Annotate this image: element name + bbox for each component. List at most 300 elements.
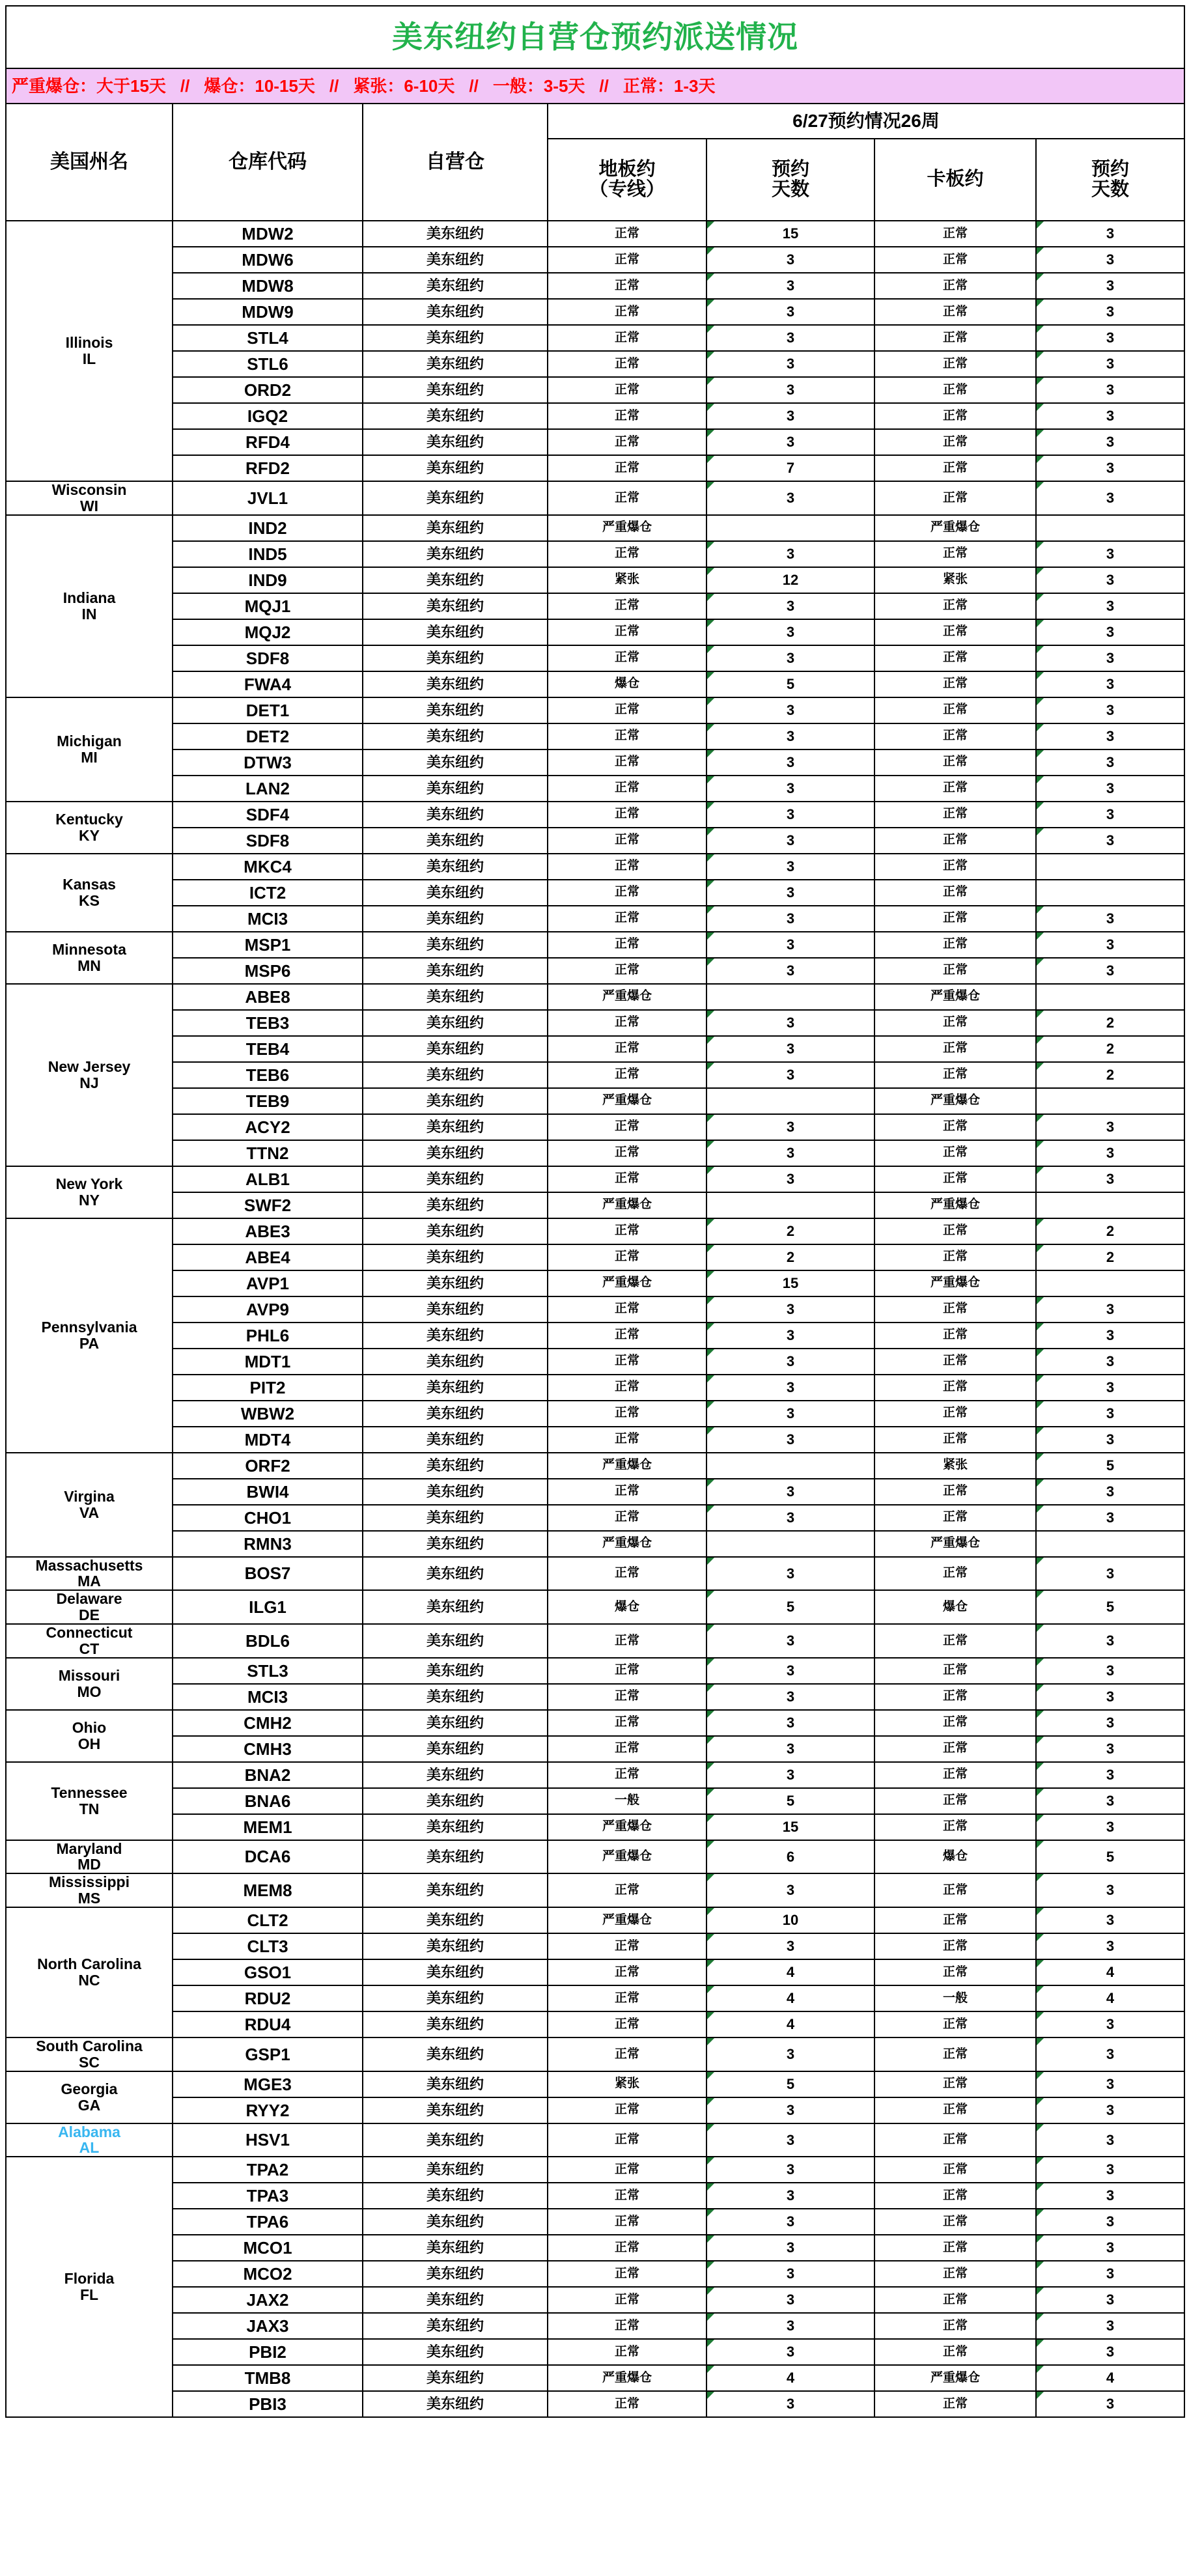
floor-days-cell: 3 (706, 776, 874, 802)
pallet-status-cell: 正常 (874, 593, 1036, 619)
table-row (6, 1270, 1184, 1296)
floor-status-cell: 正常 (548, 880, 706, 906)
warehouse-code-cell: TPA2 (173, 2157, 363, 2183)
floor-days-cell: 3 (706, 2123, 874, 2157)
pallet-status-cell: 正常 (874, 802, 1036, 828)
pallet-days-cell: 3 (1036, 2391, 1184, 2417)
warehouse-name-cell: 美东纽约 (363, 1933, 548, 1959)
warehouse-code-cell: STL3 (173, 1658, 363, 1684)
floor-days-cell: 3 (706, 1658, 874, 1684)
floor-days-cell: 3 (706, 2313, 874, 2339)
pallet-days-cell: 3 (1036, 593, 1184, 619)
floor-status-cell: 正常 (548, 802, 706, 828)
warehouse-code-cell: SDF4 (173, 802, 363, 828)
warehouse-name-cell: 美东纽约 (363, 697, 548, 723)
warehouse-name-cell: 美东纽约 (363, 2157, 548, 2183)
warehouse-code-cell: TEB6 (173, 1062, 363, 1088)
warehouse-name-cell: 美东纽约 (363, 1624, 548, 1658)
warehouse-code-cell: RYY2 (173, 2097, 363, 2123)
warehouse-code-cell: WBW2 (173, 1401, 363, 1427)
col-header-pallet-days (1036, 139, 1184, 221)
table-row (6, 1959, 1184, 1985)
state-cell (6, 1557, 173, 1591)
state-name: North Carolina (37, 1955, 141, 1973)
floor-days-cell: 3 (706, 2037, 874, 2071)
warehouse-code-cell: MCI3 (173, 1684, 363, 1710)
floor-days-cell: 3 (706, 351, 874, 377)
state-name: Alabama (58, 2123, 120, 2140)
warehouse-name-cell: 美东纽约 (363, 854, 548, 880)
floor-days-cell: 3 (706, 2183, 874, 2209)
pallet-status-cell: 正常 (874, 1349, 1036, 1375)
table-row (6, 671, 1184, 697)
pallet-status-cell: 正常 (874, 1140, 1036, 1166)
legend-separator: // (180, 76, 190, 96)
state-cell (6, 1907, 173, 2037)
table-row (6, 1590, 1184, 1624)
floor-status-cell: 正常 (548, 2261, 706, 2287)
col-header-pallet-booking: 卡板约 (874, 139, 1036, 221)
floor-days-cell: 3 (706, 802, 874, 828)
floor-status-cell: 正常 (548, 1218, 706, 1244)
floor-days-cell: 4 (706, 1959, 874, 1985)
warehouse-code-cell: TEB3 (173, 1010, 363, 1036)
pallet-days-cell: 3 (1036, 1873, 1184, 1907)
warehouse-code-cell: MSP6 (173, 958, 363, 984)
warehouse-code-cell: BNA2 (173, 1762, 363, 1788)
table-row (6, 325, 1184, 351)
floor-days-cell: 3 (706, 958, 874, 984)
floor-days-cell: 6 (706, 1840, 874, 1874)
pallet-status-cell: 严重爆仓 (874, 1531, 1036, 1557)
pallet-status-cell: 正常 (874, 2339, 1036, 2365)
warehouse-code-cell: CLT2 (173, 1907, 363, 1933)
state-abbr: KS (79, 891, 100, 909)
state-abbr: PA (79, 1334, 100, 1352)
state-name: Tennessee (51, 1784, 128, 1801)
warehouse-code-cell: MDT4 (173, 1427, 363, 1453)
pallet-status-cell: 正常 (874, 299, 1036, 325)
warehouse-name-cell: 美东纽约 (363, 1710, 548, 1736)
warehouse-name-cell: 美东纽约 (363, 776, 548, 802)
warehouse-code-cell: MCO1 (173, 2235, 363, 2261)
pallet-days-cell: 3 (1036, 802, 1184, 828)
pallet-days-cell: 5 (1036, 1453, 1184, 1479)
state-cell (6, 515, 173, 697)
table-row (6, 645, 1184, 671)
floor-status-cell: 正常 (548, 1479, 706, 1505)
floor-days-cell: 5 (706, 1590, 874, 1624)
floor-days-cell: 12 (706, 567, 874, 593)
warehouse-name-cell: 美东纽约 (363, 1736, 548, 1762)
pallet-days-cell: 3 (1036, 2209, 1184, 2235)
floor-days-label-line2: 天数 (771, 179, 809, 200)
table-row (6, 1814, 1184, 1840)
pallet-days-cell: 3 (1036, 1557, 1184, 1591)
pallet-days-cell: 3 (1036, 481, 1184, 515)
pallet-days-cell: 3 (1036, 1349, 1184, 1375)
pallet-status-cell: 正常 (874, 619, 1036, 645)
floor-days-cell: 3 (706, 1062, 874, 1088)
state-name: Minnesota (52, 940, 126, 958)
pallet-status-cell: 爆仓 (874, 1840, 1036, 1874)
state-name: Kansas (63, 875, 116, 893)
floor-status-cell: 一般 (548, 1788, 706, 1814)
warehouse-name-cell: 美东纽约 (363, 2339, 548, 2365)
floor-status-cell: 正常 (548, 1624, 706, 1658)
table-row (6, 619, 1184, 645)
floor-status-cell: 正常 (548, 403, 706, 429)
warehouse-booking-table (5, 5, 1185, 2418)
pallet-status-cell: 正常 (874, 1296, 1036, 1323)
floor-days-cell: 3 (706, 2157, 874, 2183)
floor-label-line2: （专线） (589, 179, 665, 200)
floor-days-cell: 3 (706, 1375, 874, 1401)
table-row (6, 802, 1184, 828)
floor-days-cell: 4 (706, 2365, 874, 2391)
pallet-days-cell: 3 (1036, 749, 1184, 776)
legend-list (8, 77, 1182, 95)
state-name: Ohio (72, 1718, 107, 1736)
state-abbr: IL (82, 350, 96, 367)
state-abbr: IN (81, 605, 97, 623)
legend-item-0: 严重爆仓：大于15天 (12, 76, 166, 96)
table-row (6, 1907, 1184, 1933)
table-row (6, 697, 1184, 723)
title-row (6, 6, 1184, 68)
pallet-days-cell: 5 (1036, 1590, 1184, 1624)
state-name: South Carolina (36, 2037, 143, 2054)
warehouse-code-cell: ORD2 (173, 377, 363, 403)
warehouse-code-cell: IND2 (173, 515, 363, 541)
pallet-days-cell: 3 (1036, 2339, 1184, 2365)
warehouse-code-cell: ORF2 (173, 1453, 363, 1479)
pallet-status-cell: 一般 (874, 1985, 1036, 2011)
pallet-days-cell: 3 (1036, 723, 1184, 749)
warehouse-code-cell: JVL1 (173, 481, 363, 515)
pallet-days-cell: 3 (1036, 1427, 1184, 1453)
pallet-days-cell: 3 (1036, 429, 1184, 455)
pallet-status-cell: 正常 (874, 2157, 1036, 2183)
state-cell (6, 2157, 173, 2417)
warehouse-code-cell: ACY2 (173, 1114, 363, 1140)
warehouse-name-cell: 美东纽约 (363, 671, 548, 697)
table-row (6, 1788, 1184, 1814)
state-cell (6, 1840, 173, 1874)
pallet-status-cell: 正常 (874, 2391, 1036, 2417)
state-abbr: MN (77, 957, 101, 974)
floor-days-cell: 3 (706, 1624, 874, 1658)
floor-status-cell: 严重爆仓 (548, 515, 706, 541)
table-row (6, 351, 1184, 377)
warehouse-name-cell: 美东纽约 (363, 273, 548, 299)
floor-days-cell: 3 (706, 2339, 874, 2365)
table-row (6, 2365, 1184, 2391)
warehouse-code-cell: ABE4 (173, 1244, 363, 1270)
pallet-status-cell: 正常 (874, 880, 1036, 906)
state-cell (6, 1658, 173, 1710)
state-cell (6, 697, 173, 802)
state-cell (6, 854, 173, 932)
pallet-days-cell: 3 (1036, 932, 1184, 958)
pallet-status-cell: 正常 (874, 1114, 1036, 1140)
warehouse-name-cell: 美东纽约 (363, 2037, 548, 2071)
pallet-status-cell: 正常 (874, 828, 1036, 854)
pallet-days-cell (1036, 515, 1184, 541)
warehouse-name-cell: 美东纽约 (363, 1985, 548, 2011)
table-row (6, 1710, 1184, 1736)
pallet-status-cell: 正常 (874, 481, 1036, 515)
warehouse-name-cell: 美东纽约 (363, 299, 548, 325)
floor-days-cell: 3 (706, 2261, 874, 2287)
floor-status-cell: 正常 (548, 1010, 706, 1036)
state-cell (6, 2037, 173, 2071)
warehouse-name-cell: 美东纽约 (363, 2209, 548, 2235)
floor-days-cell: 3 (706, 906, 874, 932)
state-cell (6, 221, 173, 481)
pallet-status-cell: 正常 (874, 1736, 1036, 1762)
warehouse-name-cell: 美东纽约 (363, 567, 548, 593)
table-row (6, 541, 1184, 567)
legend-cell (6, 68, 1184, 104)
table-row (6, 1062, 1184, 1088)
warehouse-code-cell: MQJ1 (173, 593, 363, 619)
state-name: Pennsylvania (41, 1318, 137, 1336)
table-row (6, 749, 1184, 776)
floor-days-cell: 15 (706, 221, 874, 247)
floor-status-cell: 正常 (548, 351, 706, 377)
warehouse-code-cell: BDL6 (173, 1624, 363, 1658)
floor-status-cell: 严重爆仓 (548, 1270, 706, 1296)
pallet-days-cell: 3 (1036, 1736, 1184, 1762)
floor-days-cell: 3 (706, 2097, 874, 2123)
warehouse-name-cell: 美东纽约 (363, 325, 548, 351)
floor-status-cell: 正常 (548, 645, 706, 671)
pallet-days-cell: 3 (1036, 645, 1184, 671)
pallet-status-cell: 正常 (874, 1010, 1036, 1036)
floor-status-cell: 正常 (548, 1401, 706, 1427)
table-row (6, 1453, 1184, 1479)
pallet-status-cell: 正常 (874, 1684, 1036, 1710)
legend-separator: // (599, 76, 609, 96)
pallet-status-cell: 严重爆仓 (874, 515, 1036, 541)
pallet-status-cell: 正常 (874, 1873, 1036, 1907)
legend-item-1: 爆仓：10-15天 (204, 76, 315, 96)
warehouse-name-cell: 美东纽约 (363, 2011, 548, 2037)
warehouse-name-cell: 美东纽约 (363, 481, 548, 515)
state-cell (6, 1624, 173, 1658)
pallet-days-cell: 3 (1036, 828, 1184, 854)
col-header-floor-days (706, 139, 874, 221)
pallet-status-cell: 正常 (874, 2097, 1036, 2123)
floor-status-cell: 严重爆仓 (548, 1531, 706, 1557)
warehouse-name-cell: 美东纽约 (363, 2313, 548, 2339)
pallet-status-cell: 正常 (874, 697, 1036, 723)
floor-status-cell: 正常 (548, 273, 706, 299)
warehouse-name-cell: 美东纽约 (363, 1088, 548, 1114)
warehouse-name-cell: 美东纽约 (363, 1658, 548, 1684)
table-row (6, 1192, 1184, 1218)
warehouse-code-cell: PIT2 (173, 1375, 363, 1401)
floor-days-cell: 3 (706, 1933, 874, 1959)
warehouse-code-cell: ILG1 (173, 1590, 363, 1624)
warehouse-code-cell: MKC4 (173, 854, 363, 880)
floor-status-cell: 严重爆仓 (548, 1453, 706, 1479)
floor-days-cell: 3 (706, 854, 874, 880)
floor-status-cell: 正常 (548, 1427, 706, 1453)
warehouse-code-cell: RDU2 (173, 1985, 363, 2011)
table-row (6, 1531, 1184, 1557)
warehouse-name-cell: 美东纽约 (363, 1166, 548, 1192)
table-row (6, 2339, 1184, 2365)
warehouse-name-cell: 美东纽约 (363, 429, 548, 455)
state-abbr: TN (79, 1800, 100, 1817)
warehouse-name-cell: 美东纽约 (363, 1349, 548, 1375)
pallet-days-cell: 3 (1036, 1323, 1184, 1349)
state-name: New York (55, 1175, 123, 1192)
pallet-status-cell: 正常 (874, 749, 1036, 776)
floor-days-cell: 3 (706, 1710, 874, 1736)
state-abbr: KY (79, 826, 100, 844)
pallet-days-cell: 3 (1036, 1401, 1184, 1427)
state-cell (6, 481, 173, 515)
warehouse-code-cell: IGQ2 (173, 403, 363, 429)
warehouse-code-cell: RDU4 (173, 2011, 363, 2037)
warehouse-name-cell: 美东纽约 (363, 1873, 548, 1907)
warehouse-code-cell: LAN2 (173, 776, 363, 802)
table-row (6, 1427, 1184, 1453)
pallet-days-cell: 3 (1036, 776, 1184, 802)
pallet-status-cell: 正常 (874, 1788, 1036, 1814)
table-row (6, 1840, 1184, 1874)
warehouse-code-cell: MCI3 (173, 906, 363, 932)
table-row (6, 2313, 1184, 2339)
table-row (6, 1296, 1184, 1323)
state-name: Connecticut (46, 1623, 133, 1641)
warehouse-code-cell: MCO2 (173, 2261, 363, 2287)
warehouse-code-cell: MGE3 (173, 2071, 363, 2097)
warehouse-name-cell: 美东纽约 (363, 1557, 548, 1591)
pallet-days-cell (1036, 854, 1184, 880)
warehouse-code-cell: TMB8 (173, 2365, 363, 2391)
floor-status-cell: 正常 (548, 2123, 706, 2157)
floor-days-cell: 3 (706, 325, 874, 351)
state-cell (6, 1590, 173, 1624)
pallet-status-cell: 严重爆仓 (874, 1270, 1036, 1296)
warehouse-name-cell: 美东纽约 (363, 1192, 548, 1218)
floor-status-cell: 正常 (548, 1658, 706, 1684)
pallet-status-cell: 正常 (874, 671, 1036, 697)
floor-status-cell: 正常 (548, 299, 706, 325)
warehouse-code-cell: CLT3 (173, 1933, 363, 1959)
table-row (6, 1658, 1184, 1684)
pallet-days-cell: 3 (1036, 1788, 1184, 1814)
floor-days-cell: 3 (706, 1427, 874, 1453)
floor-status-cell: 正常 (548, 2037, 706, 2071)
floor-status-cell: 严重爆仓 (548, 1814, 706, 1840)
header-row-1 (6, 104, 1184, 139)
legend-item-3: 一般：3-5天 (492, 76, 585, 96)
floor-days-cell: 5 (706, 2071, 874, 2097)
warehouse-name-cell: 美东纽约 (363, 2183, 548, 2209)
floor-status-cell: 正常 (548, 1959, 706, 1985)
floor-days-cell: 3 (706, 2391, 874, 2417)
floor-days-cell: 15 (706, 1270, 874, 1296)
pallet-days-cell: 3 (1036, 906, 1184, 932)
table-row (6, 2287, 1184, 2313)
table-row (6, 2123, 1184, 2157)
pallet-days-cell: 3 (1036, 1505, 1184, 1531)
pallet-status-cell: 正常 (874, 2071, 1036, 2097)
floor-days-cell: 4 (706, 2011, 874, 2037)
pallet-days-cell: 3 (1036, 697, 1184, 723)
warehouse-code-cell: CHO1 (173, 1505, 363, 1531)
table-row (6, 247, 1184, 273)
pallet-status-cell: 严重爆仓 (874, 2365, 1036, 2391)
table-row (6, 567, 1184, 593)
table-row (6, 1375, 1184, 1401)
pallet-status-cell: 正常 (874, 1933, 1036, 1959)
table-row (6, 1010, 1184, 1036)
warehouse-name-cell: 美东纽约 (363, 455, 548, 481)
state-abbr: MS (77, 1890, 101, 1907)
floor-status-cell: 正常 (548, 2339, 706, 2365)
pallet-days-cell: 2 (1036, 1036, 1184, 1062)
floor-days-cell: 3 (706, 593, 874, 619)
warehouse-name-cell: 美东纽约 (363, 645, 548, 671)
warehouse-code-cell: RMN3 (173, 1531, 363, 1557)
state-name: Georgia (61, 2080, 118, 2097)
warehouse-code-cell: MDW9 (173, 299, 363, 325)
pallet-status-cell: 正常 (874, 2037, 1036, 2071)
floor-days-cell: 3 (706, 1479, 874, 1505)
state-abbr: SC (79, 2053, 100, 2071)
pallet-status-cell: 正常 (874, 932, 1036, 958)
floor-status-cell: 正常 (548, 1505, 706, 1531)
warehouse-code-cell: DCA6 (173, 1840, 363, 1874)
warehouse-name-cell: 美东纽约 (363, 221, 548, 247)
state-name: Massachusetts (35, 1556, 143, 1574)
table-row (6, 403, 1184, 429)
floor-status-cell: 正常 (548, 749, 706, 776)
warehouse-code-cell: MEM1 (173, 1814, 363, 1840)
table-row (6, 1088, 1184, 1114)
table-row (6, 854, 1184, 880)
floor-status-cell: 正常 (548, 1114, 706, 1140)
warehouse-code-cell: DET1 (173, 697, 363, 723)
pallet-days-cell: 3 (1036, 671, 1184, 697)
pallet-days-cell (1036, 1088, 1184, 1114)
state-abbr: MO (77, 1683, 102, 1700)
warehouse-code-cell: MDW6 (173, 247, 363, 273)
warehouse-name-cell: 美东纽约 (363, 593, 548, 619)
pallet-status-cell: 正常 (874, 645, 1036, 671)
floor-days-cell: 3 (706, 1114, 874, 1140)
floor-status-cell: 正常 (548, 2011, 706, 2037)
floor-status-cell: 正常 (548, 854, 706, 880)
warehouse-code-cell: RFD2 (173, 455, 363, 481)
pallet-days-cell (1036, 1531, 1184, 1557)
state-cell (6, 1166, 173, 1218)
pallet-days-cell: 3 (1036, 1684, 1184, 1710)
pallet-days-cell: 3 (1036, 1296, 1184, 1323)
pallet-days-cell: 3 (1036, 2097, 1184, 2123)
col-header-state: 美国州名 (6, 104, 173, 221)
state-abbr: NC (78, 1971, 100, 1989)
table-row (6, 2071, 1184, 2097)
table-row (6, 1762, 1184, 1788)
table-row (6, 1557, 1184, 1591)
